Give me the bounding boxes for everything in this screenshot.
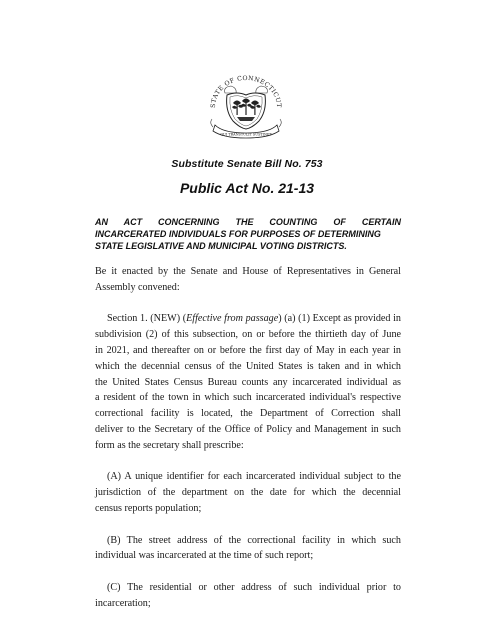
text-line: the United States Census Bureau counts any incarcerated individual as (95, 376, 401, 388)
text-line: correctional facility is located, the Department of Correction shall (95, 408, 401, 420)
section-1 (95, 311, 401, 453)
text-line: incarceration; (95, 597, 151, 609)
section-1-lead-rest: ) (a) (1) Except as provided in (278, 313, 401, 325)
connecticut-seal-logo (203, 73, 289, 139)
text-line: which the decennial census of the United States is taken and in which (95, 360, 401, 372)
bill-number: Substitute Senate Bill No. 753 (171, 158, 323, 170)
act-title-line: INCARCERATED INDIVIDUALS FOR PURPOSES OF DETERMINING (95, 229, 381, 239)
subparagraph-b (95, 533, 401, 565)
subparagraph-a (95, 469, 401, 516)
text-line: in 2021, and thereafter on or before the first day of May in each year in (95, 344, 401, 356)
section-1-lead: Section 1. (NEW) ( (107, 313, 187, 325)
act-title (95, 216, 401, 252)
text-line: Assembly convened: (95, 281, 180, 293)
text-line: deliver to the Secretary of the Office of Policy and Management in such (95, 423, 401, 435)
effective-date: Effective from passage (186, 313, 279, 325)
text-line: individual was incarcerated at the time of such report; (95, 550, 314, 562)
act-title-line: STATE LEGISLATIVE AND MUNICIPAL VOTING DISTRICTS. (95, 241, 347, 251)
text-line: Be it enacted by the Senate and House of Representatives in General (95, 266, 401, 277)
text-line: (B) The street address of the correctional facility in which such (107, 534, 401, 546)
svg-text:QUI TRANSTULIT SUSTINET: QUI TRANSTULIT SUSTINET (220, 132, 272, 137)
section-1-heading (95, 311, 401, 327)
text-line: subdivision (2) of this subsection, on or before the thirtieth day of June (95, 329, 401, 341)
text-line: (C) The residential or other address of such individual prior to (107, 581, 401, 593)
act-title-line: AN ACT CONCERNING THE COUNTING OF CERTAIN (95, 217, 401, 227)
svg-text:STATE OF CONNECTICUT: STATE OF CONNECTICUT (209, 74, 283, 109)
enacting-clause (95, 264, 401, 296)
text-line: form as the secretary shall prescribe: (95, 439, 244, 451)
bill-body (95, 264, 401, 627)
subparagraph-c (95, 580, 401, 612)
text-line: jurisdiction of the department on the date for which the decennial (95, 487, 401, 499)
text-line: a resident of the town in which such incarcerated individual's respective (95, 392, 401, 404)
text-line: (A) A unique identifier for each incarcerated individual subject to the (107, 471, 401, 483)
public-act-number: Public Act No. 21-13 (179, 180, 315, 196)
text-line: census reports population; (95, 502, 202, 514)
